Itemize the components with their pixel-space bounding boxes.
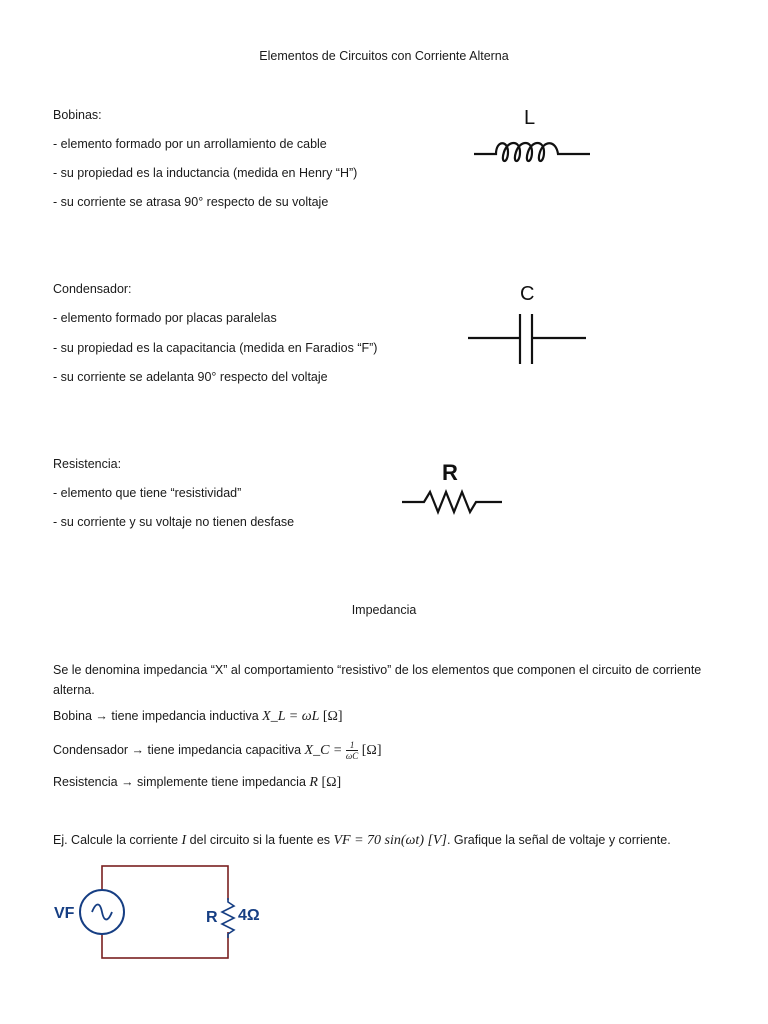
resistor-label: R — [442, 460, 458, 485]
impedancia-resistencia-text: Resistencia → simplemente tiene impedancia — [53, 775, 310, 789]
impedancia-resistencia-line — [53, 774, 341, 791]
resistencia-line-2: - su corriente y su voltaje no tienen desfase — [53, 515, 295, 529]
condensador-line-1: - elemento formado por placas paralelas — [53, 311, 277, 325]
resistor-symbol — [398, 454, 508, 518]
source-voltage-formula: VF = 70 sin(ωt) [V] — [333, 833, 447, 848]
capacitor-label: C — [520, 283, 535, 305]
impedancia-intro: Se le denomina impedancia “X” al comportamiento “resistivo” de los elementos que componen el circuito de corriente alterna. — [53, 663, 702, 697]
fraction-denominator: ωC — [345, 751, 359, 761]
impedancia-bobina-text: Bobina → tiene impedancia inductiva — [53, 709, 263, 723]
resistive-impedance-unit: [Ω] — [317, 775, 342, 790]
capacitive-impedance-fraction — [346, 740, 358, 761]
condensador-line-2: - su propiedad es la capacitancia (medida en Faradios “F”) — [53, 341, 378, 355]
circuit-resistor-value: 4Ω — [238, 907, 260, 924]
capacitive-impedance-unit: [Ω] — [358, 742, 382, 758]
impedancia-bobina-line — [53, 708, 343, 725]
capacitor-symbol — [464, 278, 594, 370]
bobinas-line-2: - su propiedad es la inductancia (medida en Henry “H”) — [53, 166, 358, 180]
circuit-resistor-label: R — [206, 909, 218, 926]
resistencia-line-1: - elemento que tiene “resistividad” — [53, 486, 242, 500]
condensador-heading: Condensador: — [53, 282, 132, 296]
resistive-impedance-formula: R — [309, 775, 318, 790]
example-statement — [53, 832, 671, 849]
inductor-label: L — [524, 107, 536, 129]
example-text-c: . Grafique la señal de voltaje y corriente. — [446, 833, 671, 847]
example-text-a: Ej. Calcule la corriente — [53, 833, 182, 847]
example-text-b: del circuito si la fuente es — [186, 833, 334, 847]
bobinas-line-3: - su corriente se atrasa 90° respecto de su voltaje — [53, 195, 329, 209]
example-circuit — [52, 862, 272, 966]
bobinas-line-1: - elemento formado por un arrollamiento de cable — [53, 137, 327, 151]
current-variable: I — [181, 833, 187, 848]
inductor-symbol — [468, 102, 598, 180]
fraction-numerator: 1 — [346, 740, 358, 751]
resistencia-heading: Resistencia: — [53, 457, 122, 471]
page-title: Elementos de Circuitos con Corriente Alterna — [259, 49, 509, 63]
source-label: VF — [54, 905, 75, 922]
impedancia-condensador-line — [53, 740, 381, 761]
capacitive-impedance-lhs: X_C = — [304, 742, 346, 758]
impedancia-heading: Impedancia — [351, 603, 417, 617]
inductive-impedance-formula: X_L = ωL — [262, 709, 320, 724]
condensador-line-3: - su corriente se adelanta 90° respecto del voltaje — [53, 370, 328, 384]
impedancia-condensador-text: Condensador → tiene impedancia capacitiva — [53, 742, 305, 757]
bobinas-heading: Bobinas: — [53, 108, 102, 122]
inductive-impedance-unit: [Ω] — [319, 709, 343, 724]
